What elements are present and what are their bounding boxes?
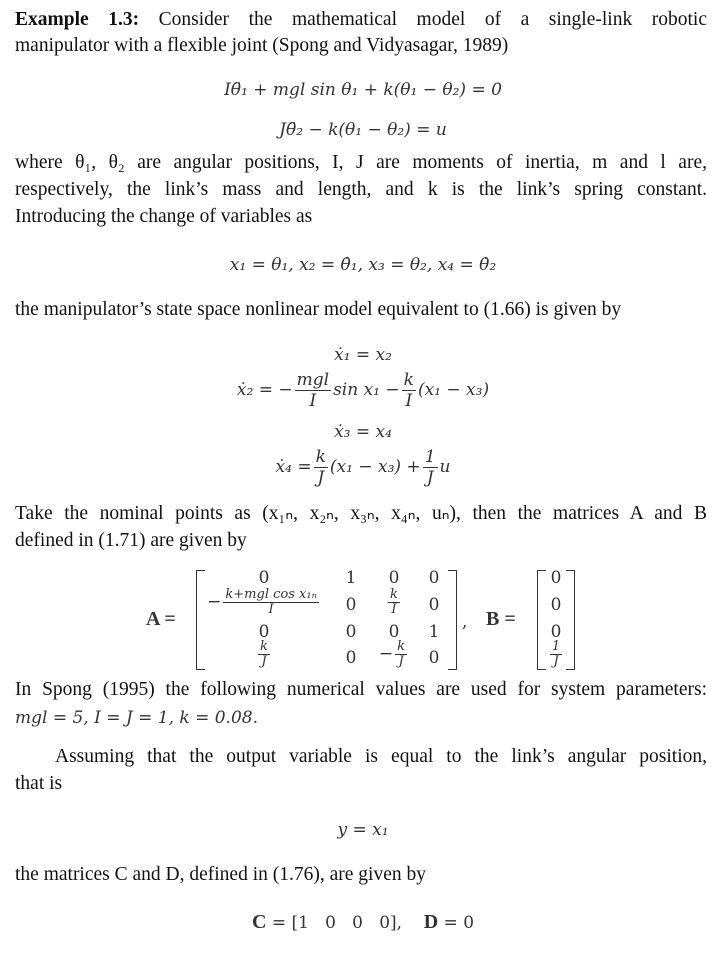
minus: − (207, 592, 222, 612)
den: J (553, 654, 559, 669)
den: J (317, 468, 325, 488)
state-eq-3: ẋ₃ = x₄ (334, 422, 392, 442)
a22: 0 (345, 595, 357, 615)
text: (x₁ − x₃) + (329, 457, 421, 477)
text: sin x₁ − (333, 380, 400, 400)
matrix-B-label: B = (486, 608, 516, 630)
model-intro: the manipulator’s state space nonlinear model equivalent to (1.66) is given by (15, 299, 622, 320)
den: I (405, 391, 413, 411)
text: ẋ₂ = − (236, 380, 293, 400)
output-equation: y = x₁ (337, 820, 389, 840)
where-line-3: Introducing the change of variables as (15, 206, 313, 227)
cd-equation (0, 910, 726, 935)
b2: 0 (550, 595, 562, 615)
a21 (199, 588, 329, 617)
example-label: Example 1.3: (15, 9, 140, 30)
a42: 0 (345, 648, 357, 668)
den: I (268, 602, 274, 617)
bracket-left (196, 570, 205, 670)
a41 (234, 640, 294, 669)
num: k (260, 639, 268, 654)
b1: 0 (550, 568, 562, 588)
den: J (426, 468, 434, 488)
cd-intro: the matrices C and D, defined in (1.76), are given by (15, 864, 426, 885)
num: mgl (296, 370, 330, 390)
minus: − (378, 644, 394, 664)
C-label: C (251, 911, 267, 933)
num: k+mgl cos x₁ₙ (225, 587, 317, 602)
state-eq-1: ẋ₁ = x₂ (334, 345, 392, 365)
spong-line-1: In Spong (1995) the following numerical values are used for system parameters: (15, 679, 707, 700)
text: u (439, 457, 451, 477)
equation-2: Jθ̈₂ − k(θ₁ − θ₂) = u (279, 120, 447, 140)
a44: 0 (428, 648, 440, 668)
num: k (403, 370, 414, 390)
den: J (398, 654, 404, 669)
num: 1 (424, 447, 436, 467)
comma: , (462, 612, 468, 632)
a12: 1 (345, 568, 357, 588)
num: k (397, 639, 406, 654)
a34: 1 (428, 622, 440, 642)
a33: 0 (388, 622, 400, 642)
assume-line-1: Assuming that the output variable is equal to the link’s angular position, (55, 746, 707, 767)
num: k (390, 587, 398, 602)
a32: 0 (345, 622, 357, 642)
state-eq-4 (0, 445, 726, 489)
text: (x₁ − x₃) (417, 380, 490, 400)
den: I (391, 602, 397, 617)
D-label: D (423, 911, 439, 933)
change-of-variables: x₁ = θ₁, x₂ = θ̇₁, x₃ = θ₂, x₄ = θ̇₂ (229, 255, 497, 275)
text: Consider the mathematical model of a single-link robotic (158, 9, 707, 30)
equation-1: Iθ̈₁ + mgl sin θ₁ + k(θ₁ − θ₂) = 0 (224, 80, 502, 100)
state-eq-2 (0, 368, 726, 412)
spong-line-2: mgl = 5, I = J = 1, k = 0.08. (15, 708, 258, 728)
D-value: = 0 (438, 913, 475, 933)
b3: 0 (550, 622, 562, 642)
a11: 0 (258, 568, 270, 588)
matrix-A-label: A = (146, 608, 176, 630)
where-line-1: where θ₁, θ₂ are angular positions, I, J are moments of inertia, m and l are, (15, 152, 707, 173)
matrices-A-B (0, 568, 726, 672)
text: ẋ₄ = (275, 457, 312, 477)
a14: 0 (428, 568, 440, 588)
b4 (526, 640, 586, 669)
den: J (261, 654, 267, 669)
assume-line-2: that is (15, 773, 63, 794)
C-value: = [1 0 0 0], (266, 913, 403, 933)
a24: 0 (428, 595, 440, 615)
where-line-2: respectively, the link’s mass and length, and k is the link’s spring constant. (15, 179, 707, 200)
a13: 0 (388, 568, 400, 588)
den: I (309, 391, 317, 411)
a31: 0 (258, 622, 270, 642)
num: 1 (551, 639, 561, 654)
example-line-1 (15, 8, 707, 32)
nominal-line-2: defined in (1.71) are given by (15, 530, 247, 551)
nominal-line-1: Take the nominal points as (x₁ₙ, x₂ₙ, x₃ₙ, x₄ₙ, uₙ), then the matrices A and B (15, 503, 707, 524)
example-line-2: manipulator with a flexible joint (Spong and Vidyasagar, 1989) (15, 35, 509, 56)
num: k (315, 447, 326, 467)
